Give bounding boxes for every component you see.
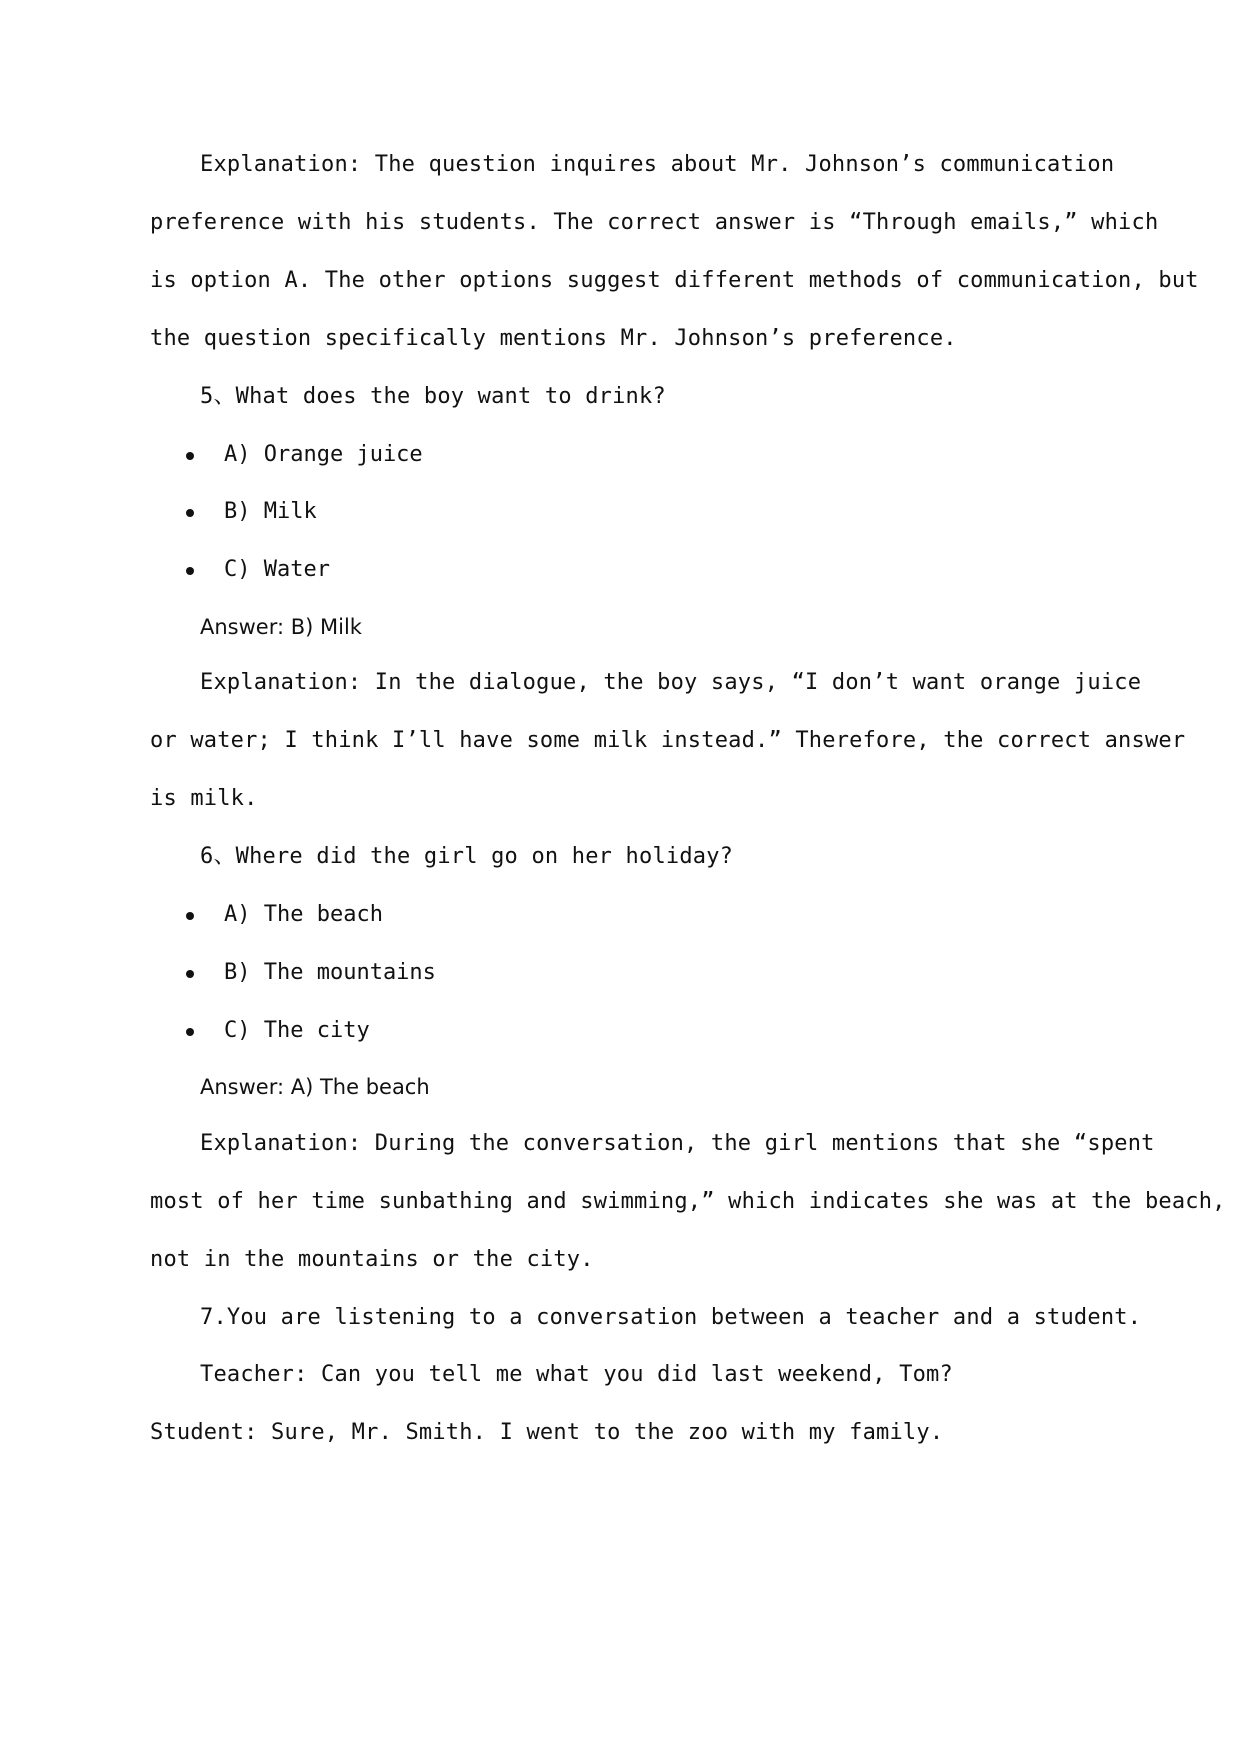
answer-6: Answer: A) The beach <box>200 1075 430 1099</box>
option-text: B) Milk <box>224 499 317 524</box>
bullet-icon <box>186 509 194 517</box>
explanation-line: not in the mountains or the city. <box>150 1247 594 1272</box>
question-7-intro: 7.You are listening to a conversation between a teacher and a student. <box>200 1305 1142 1330</box>
explanation-line: Explanation: The question inquires about Mr. Johnson’s communication <box>200 152 1115 177</box>
option-text: C) Water <box>224 557 330 582</box>
dialogue-student: Student: Sure, Mr. Smith. I went to the zoo with my family. <box>150 1420 944 1445</box>
bullet-icon <box>186 1028 194 1036</box>
explanation-line: or water; I think I’ll have some milk instead.” Therefore, the correct answer <box>150 728 1186 753</box>
question-5: 5、What does the boy want to drink? <box>200 384 666 409</box>
explanation-line: is milk. <box>150 786 258 811</box>
dialogue-teacher: Teacher: Can you tell me what you did last weekend, Tom? <box>200 1362 953 1387</box>
option-text: A) The beach <box>224 902 383 927</box>
explanation-line: is option A. The other options suggest different methods of communication, but <box>150 268 1199 293</box>
option-text: C) The city <box>224 1018 370 1043</box>
explanation-line: Explanation: During the conversation, the girl mentions that she “spent <box>200 1131 1155 1156</box>
option-text: B) The mountains <box>224 960 436 985</box>
option-text: A) Orange juice <box>224 442 423 467</box>
explanation-line: the question specifically mentions Mr. Johnson’s preference. <box>150 326 957 351</box>
bullet-icon <box>186 912 194 920</box>
bullet-icon <box>186 452 194 460</box>
explanation-line: Explanation: In the dialogue, the boy says, “I don’t want orange juice <box>200 670 1142 695</box>
question-6: 6、Where did the girl go on her holiday? <box>200 844 734 869</box>
answer-5: Answer: B) Milk <box>200 615 362 639</box>
bullet-icon <box>186 567 194 575</box>
explanation-line: most of her time sunbathing and swimming,” which indicates she was at the beach, <box>150 1189 1226 1214</box>
explanation-line: preference with his students. The correct answer is “Through emails,” which <box>150 210 1159 235</box>
bullet-icon <box>186 970 194 978</box>
